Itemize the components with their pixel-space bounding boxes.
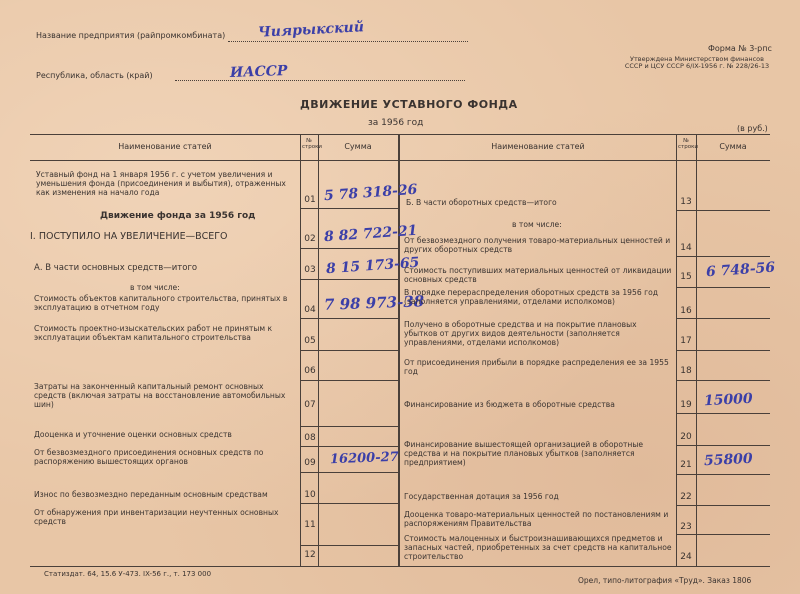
enterprise-value: Чиярыкский [257, 19, 365, 41]
enterprise-underline [228, 41, 468, 42]
right-row-number: 24 [680, 552, 692, 562]
left-row-text: Затраты на законченный капитальный ремонт основных средств (включая затраты на восстановление автомобильных шин) [34, 382, 286, 409]
left-row-text: Дооценка и уточнение оценки основных средств [34, 430, 232, 439]
right-row-number: 14 [680, 243, 692, 253]
right-row-value: 15000 [703, 390, 754, 410]
left-row-line [300, 503, 398, 504]
right-row-number: 20 [680, 432, 692, 442]
right-row-line [676, 256, 770, 257]
right-row-value: 6 748-56 [705, 259, 776, 281]
right-row-text: Дооценка товаро-материальных ценностей по постановлениям и распоряжениям Правительства [404, 510, 669, 528]
left-row-text: Стоимость объектов капитального строительства, принятых в эксплуатацию в отчетном году [34, 294, 288, 312]
left-row-text: Движение фонда за 1956 год [100, 211, 256, 221]
right-row-text: Стоимость поступивших материальных ценностей от ликвидации основных средств [404, 266, 672, 284]
footer-printer: Орел, типо-литография «Труд». Заказ 1806 [578, 576, 752, 585]
right-row-text: Б. В части оборотных средств—итого [406, 198, 557, 207]
right-row-number: 23 [680, 522, 692, 532]
region-underline [175, 80, 465, 81]
col-header-right-no: № строки [678, 138, 698, 150]
left-row-line [300, 545, 398, 546]
right-row-number: 16 [680, 306, 692, 316]
right-row-number: 17 [680, 336, 692, 346]
right-row-line [676, 318, 770, 319]
left-row-text: в том числе: [130, 283, 180, 292]
doc-subtitle: за 1956 год [368, 118, 424, 128]
right-row-line [676, 474, 770, 475]
left-row-text: Стоимость проектно-изыскательских работ не принятым к эксплуатации объектам капитального строительства [34, 324, 273, 342]
left-row-number: 07 [304, 400, 316, 410]
left-row-number: 01 [304, 195, 316, 205]
left-row-value: 8 82 722-21 [323, 222, 418, 246]
left-row-text: От обнаружения при инвентаризации неучтенных основных средств [34, 508, 279, 526]
right-row-number: 19 [680, 400, 692, 410]
left-row-value: 5 78 318-26 [323, 181, 418, 205]
col-header-right-name: Наименование статей [491, 142, 585, 151]
region-value: ИАССР [229, 63, 288, 81]
doc-title: ДВИЖЕНИЕ УСТАВНОГО ФОНДА [300, 98, 518, 111]
col-header-right-sum: Сумма [719, 142, 747, 151]
right-row-line [676, 413, 770, 414]
table-bottom-border [30, 566, 770, 567]
right-row-line [676, 445, 770, 446]
left-row-number: 10 [304, 490, 316, 500]
right-row-number: 13 [680, 197, 692, 207]
left-row-number: 09 [304, 458, 316, 468]
table-top-border [30, 134, 770, 135]
right-row-line [676, 210, 770, 211]
right-row-line [676, 350, 770, 351]
right-row-text: Получено в оборотные средства и на покрытие плановых убытков от других видов деятельности (заполняется управлениями, отделами исполкомов) [404, 320, 637, 347]
left-row-line [300, 350, 398, 351]
right-row-text: Стоимость малоценных и быстроизнашивающихся предметов и запасных частей, приобретенных за счет средств на капитальное строительство [404, 534, 672, 561]
left-row-number: 05 [304, 336, 316, 346]
footer-print-info: Статиздат. 64, 15.6 У-473. IX-56 г., т. 173 000 [44, 570, 212, 578]
form-number: Форма № 3-рпс [708, 44, 772, 53]
unit-label: (в руб.) [737, 124, 768, 133]
left-row-number: 02 [304, 234, 316, 244]
left-row-text: Уставный фонд на 1 января 1956 г. с учетом увеличения и уменьшения фонда (присоединения и выбытия), отраженных как изменения на начало года [36, 170, 286, 197]
left-row-value: 7 98 973-38 [323, 292, 425, 314]
form-approval: Утверждена Министерством финансов СССР и ЦСУ СССР 6/IX-1956 г. № 228/26-13 [624, 55, 770, 70]
right-row-line [676, 534, 770, 535]
right-row-text: Финансирование вышестоящей организацией в оборотные средства и на покрытие плановых убытков (заполняется предприятием) [404, 440, 644, 467]
right-row-text: Финансирование из бюджета в оборотные средства [404, 400, 615, 409]
right-row-number: 15 [680, 272, 692, 282]
left-row-line [300, 472, 398, 473]
right-row-line [676, 505, 770, 506]
left-row-line [300, 426, 398, 427]
left-row-number: 12 [304, 550, 316, 560]
left-row-value: 8 15 173-65 [325, 254, 420, 278]
right-row-text: Государственная дотация за 1956 год [404, 492, 559, 501]
right-row-text: От присоединения прибыли в порядке распределения ее за 1955 год [404, 358, 669, 376]
left-row-number: 06 [304, 366, 316, 376]
right-row-number: 18 [680, 366, 692, 376]
region-label: Республика, область (край) [36, 71, 153, 80]
right-row-number: 21 [680, 460, 692, 470]
left-row-line [300, 318, 398, 319]
col-header-left-no: № строки [302, 138, 322, 150]
left-row-line [300, 208, 398, 209]
left-row-line [300, 279, 398, 280]
right-row-value: 55800 [703, 450, 754, 470]
left-row-line [300, 446, 398, 447]
left-row-number: 11 [304, 520, 316, 530]
left-row-line [300, 248, 398, 249]
right-row-text: В порядке перераспределения оборотных средств за 1956 год (заполняется управлениями, отделами исполкомов) [404, 288, 658, 306]
enterprise-label: Название предприятия (райпромкомбината) [36, 31, 226, 40]
right-row-text: в том числе: [512, 220, 562, 229]
table-header-border [30, 160, 770, 161]
left-row-number: 04 [304, 305, 316, 315]
right-row-line [676, 380, 770, 381]
left-row-text: А. В части основных средств—итого [34, 263, 198, 273]
left-row-text: I. ПОСТУПИЛО НА УВЕЛИЧЕНИЕ—ВСЕГО [30, 231, 228, 242]
left-row-number: 03 [304, 265, 316, 275]
left-row-number: 08 [304, 433, 316, 443]
right-row-line [676, 287, 770, 288]
col-header-left-name: Наименование статей [118, 142, 212, 151]
left-row-value: 16200-27 [329, 449, 399, 468]
right-row-number: 22 [680, 492, 692, 502]
left-row-text: Износ по безвозмездно переданным основным средствам [34, 490, 268, 499]
right-row-text: От безвозмездного получения товаро-материальных ценностей и других оборотных средств [404, 236, 671, 254]
left-row-line [300, 380, 398, 381]
col-header-left-sum: Сумма [344, 142, 372, 151]
left-row-text: От безвозмездного присоединения основных средств по распоряжению вышестоящих органов [34, 448, 264, 466]
